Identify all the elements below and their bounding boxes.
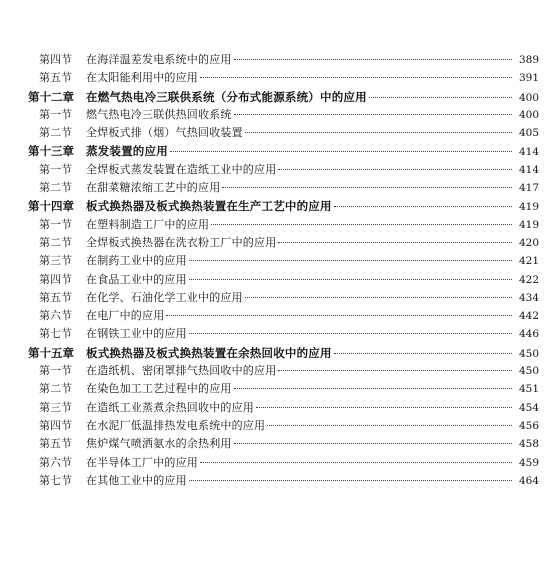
dot-leader <box>189 333 512 334</box>
section-title: 在食品工业中的应用 <box>86 272 187 286</box>
page-number: 414 <box>518 163 539 176</box>
page-number: 421 <box>518 255 539 268</box>
toc-section-row[interactable] <box>24 216 539 234</box>
page-number: 400 <box>518 91 539 104</box>
section-number: 第五节 <box>39 290 72 304</box>
chapter-title: 在燃气热电冷三联供系统（分布式能源系统）中的应用 <box>86 89 367 104</box>
section-number: 第六节 <box>39 455 72 469</box>
page-number: 389 <box>518 54 539 66</box>
section-number: 第四节 <box>39 272 72 286</box>
dot-leader <box>256 407 512 408</box>
dot-leader <box>278 169 512 170</box>
dot-leader <box>234 388 512 389</box>
toc-chapter-row[interactable] <box>24 344 539 362</box>
dot-leader <box>234 443 512 444</box>
toc-section-row[interactable] <box>24 362 539 380</box>
dot-leader <box>189 279 512 280</box>
toc-section-row[interactable] <box>24 106 539 124</box>
page-number: 405 <box>518 127 539 140</box>
page-number: 451 <box>518 383 539 396</box>
page-number: 458 <box>518 438 539 451</box>
section-title: 在其他工业中的应用 <box>86 473 187 487</box>
section-title: 在造纸工业蒸煮余热回收中的应用 <box>86 400 254 414</box>
page-number: 400 <box>518 108 539 121</box>
page-number: 464 <box>518 474 539 487</box>
chapter-number: 第十三章 <box>28 144 74 159</box>
dot-leader <box>245 132 512 133</box>
table-of-contents <box>24 51 539 490</box>
dot-leader <box>166 315 512 316</box>
section-title: 在制药工业中的应用 <box>86 254 187 268</box>
dot-leader <box>170 151 512 152</box>
dot-leader <box>222 187 512 188</box>
section-title: 全焊板式蒸发装置在造纸工业中的应用 <box>86 162 277 176</box>
toc-section-row[interactable] <box>24 307 539 325</box>
section-number: 第一节 <box>39 107 72 121</box>
section-number: 第三节 <box>39 400 72 414</box>
dot-leader <box>278 370 512 371</box>
dot-leader <box>334 206 512 207</box>
toc-section-row[interactable] <box>24 179 539 197</box>
section-title: 在半导体工厂中的应用 <box>86 455 198 469</box>
page-number: 419 <box>518 218 539 231</box>
chapter-number: 第十四章 <box>28 199 74 214</box>
section-title: 在甜菜糖浓缩工艺中的应用 <box>86 181 221 195</box>
page-number: 420 <box>518 236 539 249</box>
toc-section-row[interactable] <box>24 69 539 87</box>
section-number: 第二节 <box>39 382 72 396</box>
section-title: 在钢铁工业中的应用 <box>86 327 187 341</box>
dot-leader <box>200 77 512 78</box>
page-number: 417 <box>518 182 539 195</box>
page-number: 442 <box>518 310 539 323</box>
toc-section-row[interactable] <box>24 325 539 343</box>
dot-leader <box>369 97 512 98</box>
toc-section-row[interactable] <box>24 435 539 453</box>
section-number: 第二节 <box>39 126 72 140</box>
toc-section-row[interactable] <box>24 271 539 289</box>
toc-chapter-row[interactable] <box>24 142 539 160</box>
section-number: 第三节 <box>39 254 72 268</box>
section-number: 第七节 <box>39 327 72 341</box>
chapter-number: 第十二章 <box>28 89 74 104</box>
section-title: 在海洋温差发电系统中的应用 <box>86 53 232 66</box>
chapter-title: 蒸发装置的应用 <box>86 144 168 159</box>
dot-leader <box>234 59 512 60</box>
section-number: 第六节 <box>39 309 72 323</box>
section-title: 在造纸机、密闭罩排气热回收中的应用 <box>86 364 277 378</box>
toc-section-row[interactable] <box>24 161 539 179</box>
section-title: 在水泥厂低温排热发电系统中的应用 <box>86 418 266 432</box>
section-number: 第二节 <box>39 181 72 195</box>
section-title: 在塑料制造工厂中的应用 <box>86 217 210 231</box>
dot-leader <box>334 353 512 354</box>
page-number: 434 <box>518 291 539 304</box>
toc-section-row[interactable] <box>24 124 539 142</box>
toc-section-row[interactable] <box>24 472 539 490</box>
page-number: 450 <box>518 347 539 360</box>
dot-leader <box>189 260 512 261</box>
page-number: 450 <box>518 365 539 378</box>
dot-leader <box>245 297 512 298</box>
section-title: 全焊板式换热器在洗衣粉工厂中的应用 <box>86 235 277 249</box>
dot-leader <box>189 480 512 481</box>
page-number: 446 <box>518 328 539 341</box>
dot-leader <box>278 242 512 243</box>
page-number: 422 <box>518 273 539 286</box>
page-number: 459 <box>518 456 539 469</box>
toc-section-row[interactable] <box>24 399 539 417</box>
section-title: 在电厂中的应用 <box>86 309 165 323</box>
section-title: 全焊板式排（烟）气热回收装置 <box>86 126 243 140</box>
toc-chapter-row[interactable] <box>24 88 539 106</box>
page-number: 456 <box>518 419 539 432</box>
section-number: 第四节 <box>39 418 72 432</box>
section-title: 在染色加工工艺过程中的应用 <box>86 382 232 396</box>
section-title: 在化学、石油化学工业中的应用 <box>86 290 243 304</box>
toc-section-row[interactable] <box>24 252 539 270</box>
chapter-number: 第十五章 <box>28 345 74 360</box>
section-number: 第五节 <box>39 71 72 85</box>
toc-section-row[interactable] <box>24 454 539 472</box>
section-number: 第一节 <box>39 217 72 231</box>
toc-chapter-row[interactable] <box>24 197 539 215</box>
section-title: 燃气热电冷三联供热回收系统 <box>86 107 232 121</box>
section-title: 焦炉煤气喷洒氨水的余热利用 <box>86 437 232 451</box>
toc-section-row[interactable] <box>24 417 539 435</box>
section-number: 第二节 <box>39 235 72 249</box>
page-number: 454 <box>518 401 539 414</box>
dot-leader <box>234 114 512 115</box>
dot-leader <box>211 224 512 225</box>
section-number: 第四节 <box>39 53 72 66</box>
chapter-title: 板式换热器及板式换热装置在生产工艺中的应用 <box>86 199 332 214</box>
page-number: 419 <box>518 201 539 214</box>
dot-leader <box>200 462 512 463</box>
dot-leader <box>267 425 512 426</box>
page-number: 391 <box>518 72 539 85</box>
section-number: 第五节 <box>39 437 72 451</box>
section-number: 第一节 <box>39 162 72 176</box>
page-number: 414 <box>518 146 539 159</box>
toc-section-row[interactable] <box>24 380 539 398</box>
toc-section-row[interactable] <box>24 51 539 69</box>
section-number: 第七节 <box>39 473 72 487</box>
section-number: 第一节 <box>39 364 72 378</box>
toc-section-row[interactable] <box>24 289 539 307</box>
section-title: 在太阳能利用中的应用 <box>86 71 198 85</box>
chapter-title: 板式换热器及板式换热装置在余热回收中的应用 <box>86 345 332 360</box>
toc-section-row[interactable] <box>24 234 539 252</box>
